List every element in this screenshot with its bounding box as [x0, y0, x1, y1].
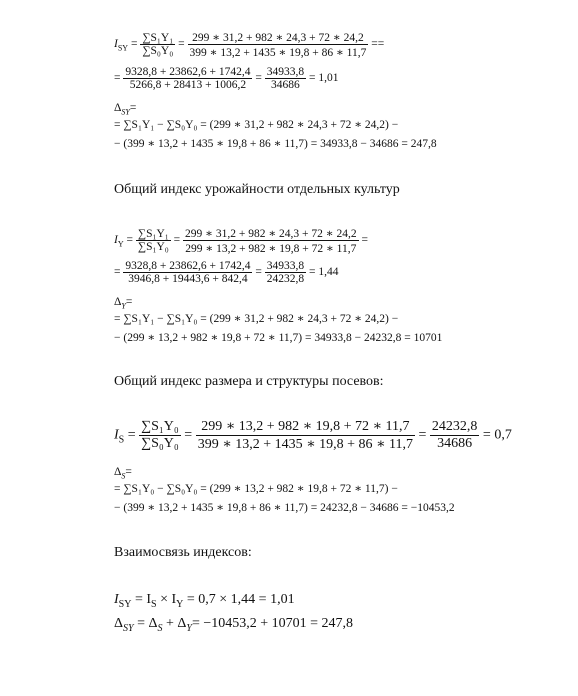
isy-denominator: 399 ∗ 13,2 + 1435 ∗ 19,8 + 86 ∗ 11,7	[189, 47, 367, 59]
iy-tail: =	[361, 234, 368, 247]
iy-sum-denominator: ∑S₁Y₀	[137, 241, 169, 253]
is-sum-fraction	[139, 419, 181, 452]
iy-denominator: 299 ∗ 13,2 + 982 ∗ 19,8 + 72 ∗ 11,7	[185, 243, 357, 255]
rel-part-c: × I	[156, 592, 177, 607]
isy-formula-line2: = $\frac{9328,8 + 23862,6 + 1742,4}{5266,8 + 28413 + 1006,2}$ = $\frac{34933,8}{34686}$ = 1,01	[114, 66, 339, 91]
iy-sum-numerator: ∑S₁Y₁	[137, 228, 169, 240]
is-total-fraction	[430, 419, 480, 452]
isy-total-fraction	[265, 66, 306, 91]
rel2-part-d: = −10453,2 + 10701 = 247,8	[191, 616, 354, 631]
delta-sy-label-line	[114, 102, 136, 116]
delta-s-line2: − (399 ∗ 13,2 + 1435 ∗ 19,8 + 86 ∗ 11,7) = 24232,8 − 34686 = −10453,2	[114, 502, 455, 514]
iy-formula-line1: $I_Y$ = $\frac{\text{∑S₁Y₁}}{\text{∑S₁Y₀}}$ = $\frac{299 ∗ 31,2 + 982 ∗ 24,3 + 72 ∗ 24,2}{299 ∗ 13,2 + 982 ∗ 19,8 + 72 ∗ 11,7}$ =	[114, 228, 368, 255]
delta-sy-line1: = ∑S₁Y₁ − ∑S₀Y₀ = (299 ∗ 31,2 + 982 ∗ 24,3 + 72 ∗ 24,2) −	[114, 119, 399, 131]
isy-sum-values-fraction	[123, 66, 252, 91]
isy-value-fraction	[188, 30, 369, 59]
relationship-line1	[114, 592, 295, 610]
delta-s-subscript: S	[157, 622, 163, 634]
isy-subscript: SY	[117, 43, 129, 53]
isy-formula-line1: $I_{SY}$ = $\frac{\text{∑S₁Y₁}}{\text{∑S₀Y₀}}$ = $\frac{299 ∗ 31,2 + 982 ∗ 24,3 + 72 ∗ 24,2}{399 ∗ 13,2 + 1435 ∗ 19,8 + 86 ∗ 11,7}$ ==	[114, 32, 385, 59]
delta-y-line1: = ∑S₁Y₁ − ∑S₁Y₀ = (299 ∗ 31,2 + 982 ∗ 24,3 + 72 ∗ 24,2) −	[114, 313, 399, 325]
isy-sum-values-denominator: 5266,8 + 28413 + 1006,2	[129, 79, 247, 91]
iy-sum-values-fraction	[123, 260, 252, 285]
is-numerator: 299 ∗ 13,2 + 982 ∗ 19,8 + 72 ∗ 11,7	[196, 418, 415, 436]
is-result: = 0,7	[482, 427, 512, 443]
isy-symbol: I	[114, 592, 119, 607]
rel2-part-b: = Δ	[133, 616, 158, 631]
iy-subscript: Y	[176, 598, 184, 610]
isy-subscript: SY	[118, 598, 132, 610]
delta-subscript: Y	[121, 301, 126, 311]
delta-sy-line2: − (399 ∗ 13,2 + 1435 ∗ 19,8 + 86 ∗ 11,7) = 34933,8 − 34686 = 247,8	[114, 138, 437, 150]
delta-equals: =	[129, 102, 137, 114]
delta-s-line1: = ∑S₁Y₀ − ∑S₀Y₀ = (299 ∗ 13,2 + 982 ∗ 19,8 + 72 ∗ 11,7) −	[114, 483, 398, 495]
delta-symbol: Δ	[114, 616, 124, 631]
isy-symbol: I	[114, 38, 118, 51]
heading-yield-index: Общий индекс урожайности отдельных культур	[114, 182, 400, 197]
is-formula-line1: $I_S$ = $\frac{\text{∑S₁Y₀}}{\text{∑S₀Y₀}}$ = $\frac{299 ∗ 13,2 + 982 ∗ 19,8 + 72 ∗ 11,7}{399 ∗ 13,2 + 1435 ∗ 19,8 + 86 ∗ 11,7}$ = $\frac{24232,8}{34686}$ = 0,7	[114, 419, 512, 452]
delta-symbol: Δ	[114, 466, 122, 478]
delta-subscript: SY	[121, 107, 130, 117]
delta-subscript: S	[121, 471, 126, 481]
delta-s-label-line	[114, 466, 132, 480]
is-subscript: S	[118, 434, 125, 446]
rel-part-d: = 0,7 × 1,44 = 1,01	[183, 592, 295, 607]
delta-y-label-line	[114, 296, 132, 310]
is-total-numerator: 24232,8	[431, 419, 478, 434]
rel-part-b: = I	[131, 592, 152, 607]
iy-total-fraction	[265, 260, 306, 285]
delta-symbol: Δ	[114, 296, 122, 308]
is-sum-denominator: ∑S₀Y₀	[141, 436, 179, 451]
iy-total-numerator: 34933,8	[266, 260, 305, 272]
delta-equals: =	[125, 296, 133, 308]
is-total-denominator: 34686	[437, 436, 473, 451]
is-subscript: S	[151, 598, 157, 610]
delta-symbol: Δ	[114, 102, 122, 114]
is-value-fraction	[196, 418, 415, 453]
isy-total-denominator: 34686	[271, 79, 300, 91]
isy-sum-values-numerator: 9328,8 + 23862,6 + 1742,4	[125, 66, 251, 78]
isy-sum-denominator: ∑S₀Y₀	[142, 45, 174, 57]
heading-area-structure-index: Общий индекс размера и структуры посевов:	[114, 374, 384, 389]
isy-total-numerator: 34933,8	[266, 66, 305, 78]
delta-equals: =	[125, 466, 132, 478]
delta-sy-subscript: SY	[123, 622, 134, 634]
is-denominator: 399 ∗ 13,2 + 1435 ∗ 19,8 + 86 ∗ 11,7	[197, 437, 414, 452]
iy-sum-values-denominator: 3946,8 + 19443,6 + 842,4	[128, 273, 248, 285]
iy-formula-line2: = $\frac{9328,8 + 23862,6 + 1742,4}{3946,8 + 19443,6 + 842,4}$ = $\frac{34933,8}{24232,8}$ = 1,44	[114, 260, 339, 285]
isy-numerator: 299 ∗ 31,2 + 982 ∗ 24,3 + 72 ∗ 24,2	[188, 30, 369, 45]
isy-tail: ==	[371, 38, 385, 51]
delta-y-subscript: Y	[186, 622, 192, 634]
isy-result: = 1,01	[308, 72, 339, 85]
delta-y-line2: − (299 ∗ 13,2 + 982 ∗ 19,8 + 72 ∗ 11,7) = 34933,8 − 24232,8 = 10701	[114, 332, 443, 344]
heading-index-relationship: Взаимосвязь индексов:	[114, 545, 252, 560]
isy-sum-numerator: ∑S₁Y₁	[142, 32, 174, 44]
iy-sum-fraction	[136, 228, 171, 253]
is-symbol: I	[114, 427, 119, 443]
iy-subscript: Y	[117, 239, 124, 249]
iy-sum-values-numerator: 9328,8 + 23862,6 + 1742,4	[125, 260, 251, 272]
iy-value-fraction	[183, 226, 359, 255]
rel2-part-c: + Δ	[162, 616, 187, 631]
is-sum-numerator: ∑S₁Y₀	[141, 419, 179, 434]
iy-numerator: 299 ∗ 31,2 + 982 ∗ 24,3 + 72 ∗ 24,2	[185, 228, 357, 240]
isy-sum-fraction	[140, 32, 175, 57]
iy-result: = 1,44	[308, 266, 339, 279]
relationship-line2	[114, 616, 353, 634]
iy-total-denominator: 24232,8	[266, 273, 305, 285]
iy-symbol: I	[114, 234, 118, 247]
